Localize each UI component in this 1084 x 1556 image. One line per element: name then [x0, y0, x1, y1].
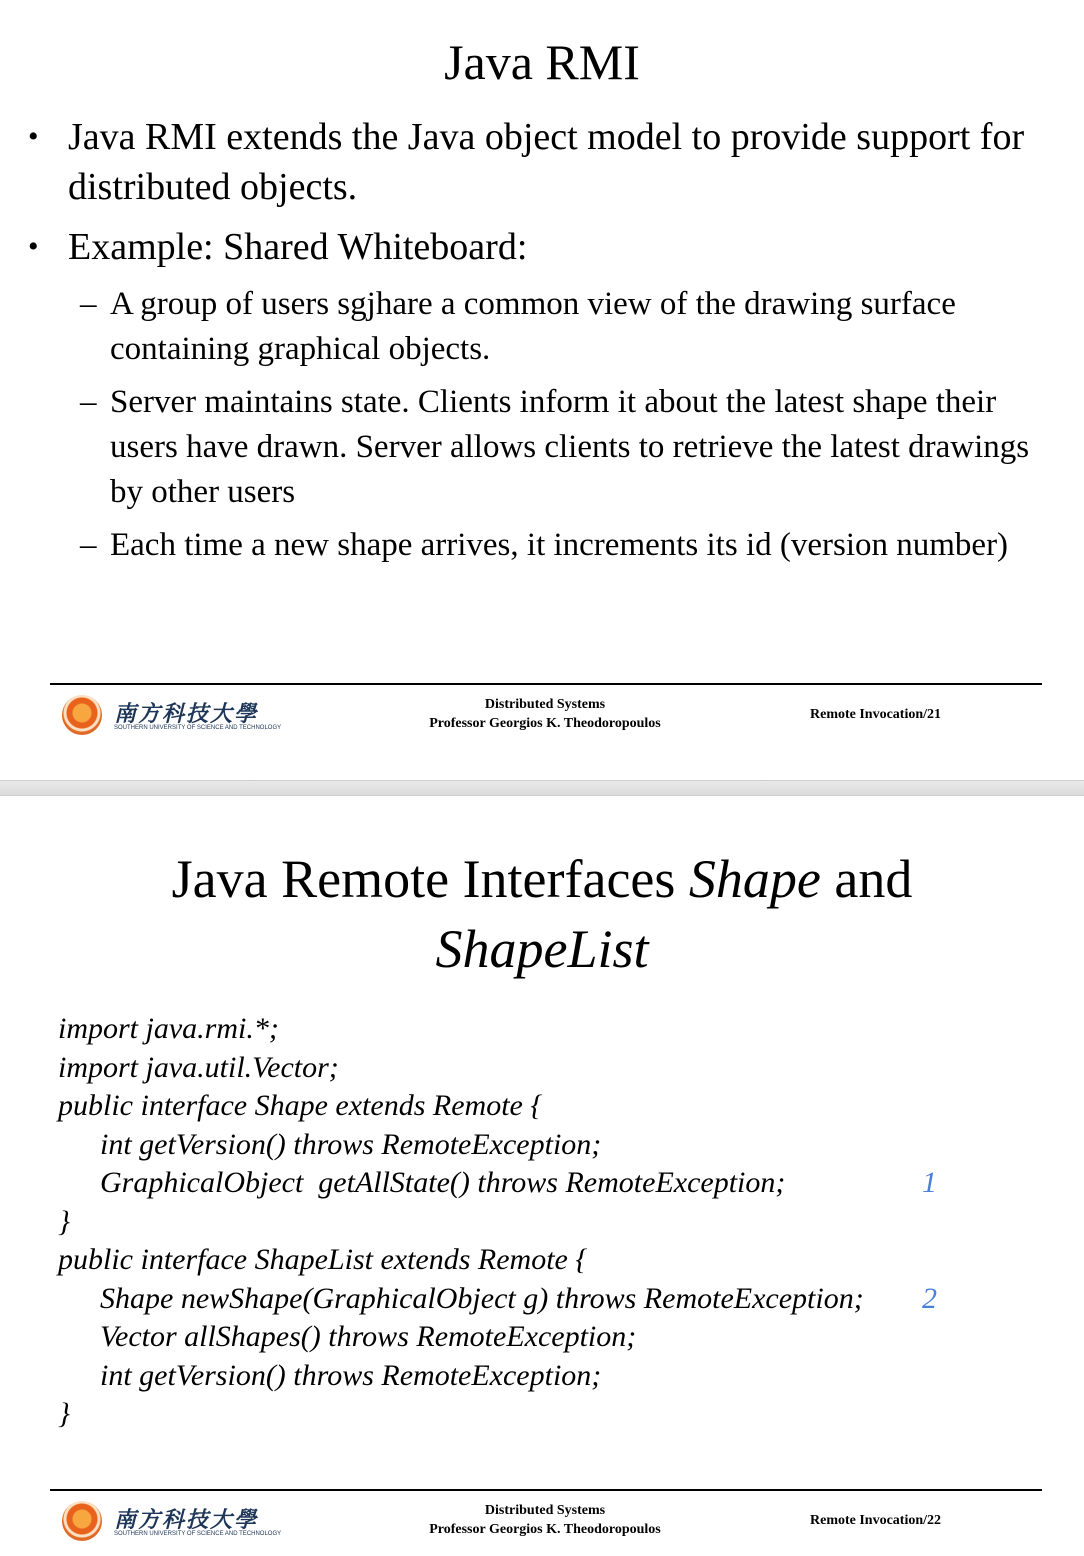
logo-chinese-name: 南方科技大學	[114, 701, 259, 727]
university-logo	[62, 1501, 282, 1543]
code-line: public interface Shape extends Remote {	[58, 1089, 543, 1122]
slide-separator	[0, 780, 1084, 796]
line-marker: 1	[922, 1166, 937, 1199]
logo-english-name: SOUTHERN UNIVERSITY OF SCIENCE AND TECHNOLOGY	[114, 725, 282, 731]
slide-footer	[50, 683, 1042, 743]
bullet-icon: •	[28, 120, 39, 153]
dash-icon: –	[80, 286, 97, 322]
university-logo	[62, 695, 282, 737]
slide-footer	[50, 1489, 1042, 1549]
professor-name: Professor Georgios K. Theodoropoulos	[429, 716, 661, 731]
logo-chinese-name: 南方科技大學	[114, 1507, 259, 1533]
code-line: int getVersion() throws RemoteException;	[100, 1127, 602, 1161]
line-marker: 2	[922, 1281, 937, 1315]
code-line: }	[58, 1204, 70, 1238]
code-text: GraphicalObject getAllState() throws RemoteException;	[100, 1166, 786, 1199]
sub-bullet-item	[80, 282, 1060, 372]
dash-icon: –	[80, 527, 97, 563]
course-name: Distributed Systems	[484, 1503, 606, 1518]
code-line-with-marker	[58, 1164, 1018, 1203]
page-number: Remote Invocation/21	[810, 707, 942, 722]
slide-title: Java RMI	[444, 34, 640, 90]
title-prefix: Java Remote Interfaces	[171, 849, 689, 909]
footer-course-info	[340, 1501, 750, 1539]
code-line: Vector allShapes() throws RemoteException;	[100, 1320, 637, 1353]
university-emblem-icon	[62, 695, 102, 735]
title-shapelist: ShapeList	[435, 919, 649, 979]
bullet-icon: •	[28, 230, 39, 263]
title-shape: Shape	[688, 849, 821, 909]
title-and: and	[820, 849, 913, 909]
code-line: import java.util.Vector;	[58, 1050, 339, 1084]
university-emblem-icon	[62, 1501, 102, 1541]
code-line-with-marker	[58, 1280, 1018, 1319]
logo-english-name: SOUTHERN UNIVERSITY OF SCIENCE AND TECHNOLOGY	[114, 1531, 282, 1537]
code-line: import java.rmi.*;	[58, 1012, 279, 1045]
sub-bullet-text: A group of users sgjhare a common view of the drawing surface containing graphical objects.	[110, 286, 956, 367]
code-text: Shape newShape(GraphicalObject g) throws RemoteException;	[100, 1281, 864, 1315]
bullet-item	[28, 112, 1028, 212]
page-number: Remote Invocation/22	[810, 1513, 942, 1528]
course-name: Distributed Systems	[484, 697, 606, 712]
code-block	[58, 1010, 1018, 1434]
bullet-text: Java RMI extends the Java object model to provide support for distributed objects.	[68, 116, 1025, 208]
bullet-item	[28, 222, 1028, 272]
code-line: int getVersion() throws RemoteException;	[100, 1358, 602, 1392]
sub-bullet-item	[80, 380, 1060, 515]
slide-22	[0, 796, 1084, 1556]
dash-icon: –	[80, 384, 97, 420]
sub-bullet-text: Each time a new shape arrives, it increments its id (version number)	[110, 527, 1009, 563]
code-line: public interface ShapeList extends Remote {	[58, 1243, 588, 1276]
slide-title	[0, 844, 1084, 984]
sub-bullet-text: Server maintains state. Clients inform it about the latest shape their users have drawn. Server allows clients to retrieve the latest drawings by other users	[110, 384, 1030, 510]
bullet-text: Example: Shared Whiteboard:	[68, 226, 528, 268]
sub-bullet-item	[80, 523, 1060, 568]
professor-name: Professor Georgios K. Theodoropoulos	[429, 1522, 661, 1537]
footer-course-info	[340, 695, 750, 733]
code-line: }	[58, 1397, 70, 1430]
